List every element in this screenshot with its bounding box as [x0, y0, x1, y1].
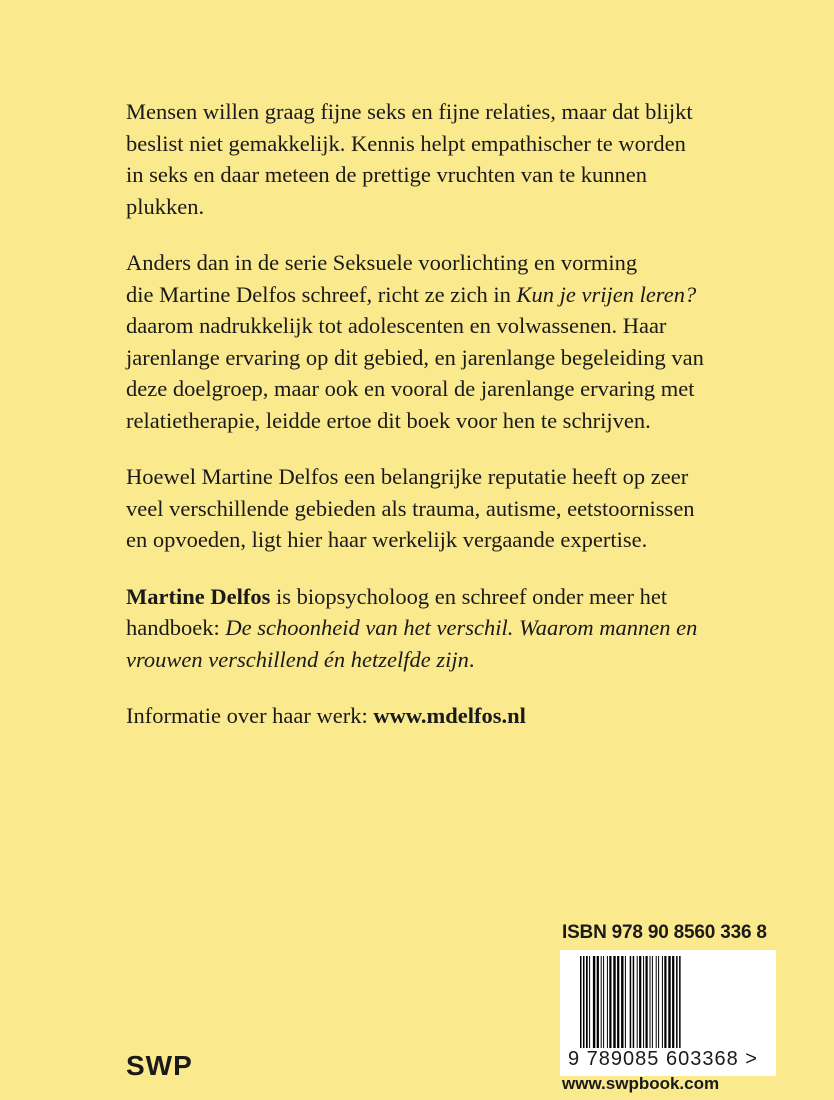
- barcode-bar: [679, 956, 681, 1054]
- text-line: deze doelgroep, maar ook en vooral de jarenlange ervaring met: [126, 376, 695, 401]
- barcode-bar: [650, 956, 651, 1048]
- barcode-bar: [625, 956, 626, 1048]
- barcode-digits: 9 789085 603368 >: [568, 1048, 768, 1071]
- barcode-bar: [580, 956, 582, 1054]
- barcode-bar: [637, 956, 638, 1048]
- handbook-title-italic: vrouwen verschillend én hetzelfde zijn: [126, 646, 469, 672]
- barcode-bar: [601, 956, 602, 1048]
- barcode-bar: [609, 956, 611, 1048]
- text-line: jarenlange ervaring op dit gebied, en jarenlange begeleiding van: [126, 344, 704, 370]
- barcode-bar: [593, 956, 595, 1048]
- barcode-bar: [586, 956, 588, 1048]
- paragraph-reputation: [126, 461, 746, 556]
- text-line: Mensen willen graag fijne seks en fijne relaties, maar dat blijkt: [126, 99, 693, 124]
- text-line: Hoewel Martine Delfos een belangrijke reputatie heeft op zeer: [126, 464, 689, 489]
- text-line: daarom nadrukkelijk tot adolescenten en volwassenen. Haar: [126, 313, 667, 338]
- text-line: beslist niet gemakkelijk. Kennis helpt empathischer te worden: [126, 130, 686, 156]
- barcode-bar: [607, 956, 608, 1048]
- barcode-bar: [603, 956, 604, 1048]
- barcode-bar: [662, 956, 663, 1048]
- handbook-title-italic: De schoonheid van het verschil. Waarom mannen en: [225, 615, 698, 640]
- author-name: Martine Delfos: [126, 583, 271, 609]
- barcode-bar: [633, 956, 635, 1054]
- text-segment: handboek:: [126, 615, 226, 640]
- text-line: [126, 700, 746, 732]
- text-line: in seks en daar meteen de prettige vruchten van te kunnen: [126, 162, 648, 187]
- isbn-label: ISBN 978 90 8560 336 8: [562, 922, 767, 943]
- text-line: en opvoeden, ligt hier haar werkelijk vergaande expertise.: [126, 527, 648, 552]
- barcode-bar: [672, 956, 674, 1048]
- barcode-bar: [658, 956, 659, 1048]
- text-line: veel verschillende gebieden als trauma, autisme, eetstoornissen: [126, 495, 695, 521]
- barcode-bar: [646, 956, 648, 1048]
- barcode-bar: [630, 956, 632, 1054]
- barcode-bar: [597, 956, 599, 1048]
- paragraph-author: [126, 581, 746, 676]
- author-website-link[interactable]: www.mdelfos.nl: [373, 703, 526, 728]
- text-segment: die Martine Delfos schreef, richt ze zich in: [126, 281, 517, 307]
- text-line: [126, 612, 746, 644]
- barcode-bar: [613, 956, 615, 1048]
- barcode-bar: [643, 956, 644, 1048]
- barcode: [560, 950, 776, 1076]
- info-label: Informatie over haar werk:: [126, 703, 374, 728]
- text-line: [126, 644, 746, 676]
- barcode-bar: [656, 956, 657, 1048]
- barcode-bar: [668, 956, 670, 1048]
- barcode-bar: [676, 956, 678, 1054]
- barcode-bar: [617, 956, 619, 1048]
- text-line: plukken.: [126, 193, 205, 219]
- paragraph-series: [126, 247, 746, 436]
- barcode-bars: [568, 956, 768, 1060]
- back-cover-text: [126, 96, 746, 757]
- text-line: Anders dan in de serie Seksuele voorlichting en vorming: [126, 250, 638, 275]
- paragraph-intro: [126, 96, 746, 222]
- isbn-block: [560, 922, 776, 1076]
- text-line: [126, 279, 746, 311]
- barcode-bar: [652, 956, 653, 1048]
- publisher-website[interactable]: www.swpbook.com: [562, 1074, 720, 1093]
- barcode-bar: [621, 956, 623, 1048]
- barcode-bar: [583, 956, 585, 1054]
- text-segment: .: [468, 646, 475, 672]
- text-line: [126, 581, 746, 613]
- barcode-bar: [639, 956, 641, 1048]
- book-title-italic: Kun je vrijen leren?: [516, 281, 697, 307]
- barcode-bar: [664, 956, 666, 1048]
- barcode-bar: [589, 956, 590, 1048]
- paragraph-info: [126, 700, 746, 732]
- publisher-logo: SWP: [126, 1050, 193, 1081]
- text-segment: is biopsycholoog en schreef onder meer het: [270, 583, 668, 609]
- text-line: relatietherapie, leidde ertoe dit boek voor hen te schrijven.: [126, 407, 651, 433]
